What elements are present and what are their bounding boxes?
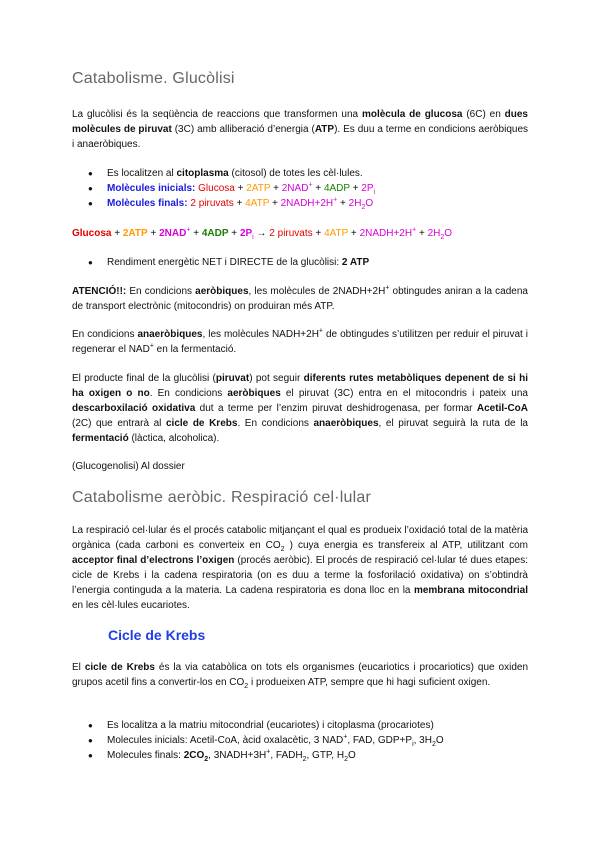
list-item: ● Es localitza a la matriu mitocondrial (eucariotes) i citoplasma (procariotes) — [72, 718, 528, 733]
list-item: ● Molècules finals: 2 piruvats + 4ATP + 2NADH+2H+ + $2H_2O$ — [72, 196, 528, 211]
list-item: ● Molecules finals: $2CO_2$, 3NADH+3H+, $FADH_2$, GTP, $H_2O$ — [72, 748, 528, 763]
glucolisi-equation: $Glucosa + 2ATP + 2NAD^+ + 4ADP + 2P_i \to 2$ piruvats + 4ATP + 2NADH+2H+ + $2H_2O$ — [72, 226, 453, 241]
paragraph-anaerobic: En condicions anaeròbiques, les molècules NADH+2H+ de obtingudes s’utilitzen per reduir el piruvat i regenerar el NAD+ en la fermentació. — [72, 327, 529, 355]
list-item: ● Es localitzen al citoplasma (citosol) de totes les cèl·lules. — [72, 166, 528, 181]
heading-krebs: Cicle de Krebs — [108, 627, 206, 643]
paragraph-glucogenolisi: (Glucogenolisi) Al dossier — [72, 461, 185, 472]
list-krebs — [72, 718, 528, 763]
list-item: ● Molècules inicials: $Glucosa + 2ATP + 2NAD^+ + 4ADP + 2P_i$ — [72, 181, 528, 196]
paragraph-glucolisi-intro: La glucòlisi és la seqüència de reaccions que transformen una molècula de glucosa (6C) en dues molècules de piruvat (3C) amb alliberació d’energia (ATP). Es duu a terme en condicions aeròbiques i anaeròbiques. — [72, 109, 529, 150]
list-item: ● Molecules inicials: Acetil-CoA, àcid oxalacètic, 3 NAD+, FAD, $GDP+P_i$, $3H_2O$ — [72, 733, 528, 748]
list-rendiment — [72, 255, 528, 270]
list-glucolisi-facts — [72, 166, 528, 211]
heading-respiracio: Catabolisme aeròbic. Respiració cel·lular — [72, 489, 371, 506]
heading-glucolisi: Catabolisme. Glucòlisi — [72, 70, 235, 87]
paragraph-producte-final: El producte final de la glucòlisi (piruvat) pot seguir diferents rutes metabòliques depenent de si hi ha oxigen o no. En condicions aeròbiques el piruvat (3C) entra en el mitocondris i pateix una descarboxilació oxidativa dut a terme per l’enzim piruvat deshidrogenasa, per formar Acetil-CoA (2C) que entrarà al cicle de Krebs. En condicions anaeròbiques, el piruvat seguirà la ruta de la fermentació (làctica, alcoholica). — [72, 373, 529, 444]
paragraph-atencio: ATENCIÓ!!: En condicions aeròbiques, les molècules de 2NADH+2H+ obtingudes aniran a la cadena de transport electrònic (mitocondris) on produiran més ATP. — [72, 284, 528, 312]
list-item: ● Rendiment energètic NET i DIRECTE de la glucòlisi: 2 ATP — [72, 255, 528, 270]
paragraph-krebs: El cicle de Krebs és la via catabòlica on tots els organismes (eucariotics i procariotics) que oxiden grupos acetil fins a convertir-los en $CO_2$ i produeixen ATP, sempre que hi hagi suficient oxigen. — [72, 662, 529, 690]
paragraph-respiracio: La respiració cel·lular és el procés catabolic mitjançant el qual es produeix l’oxidació total de la matèria orgànica (cada carboni es converteix en $CO_2$ ) cuya energia es transfereix al ATP, utilitzant com acceptor final d’electrons l’oxigen (procés aeròbic). El procés de respiració cel·lular té dues etapes: cicle de Krebs i la cadena respiratoria (on es duu a terme la fosforilació oxidativa) on s’obtindrà l’energia continguda a la materia. La cadena respiratoria es dona lloc en la membrana mitocondrial en les cèl·lules eucariotes. — [72, 525, 529, 611]
